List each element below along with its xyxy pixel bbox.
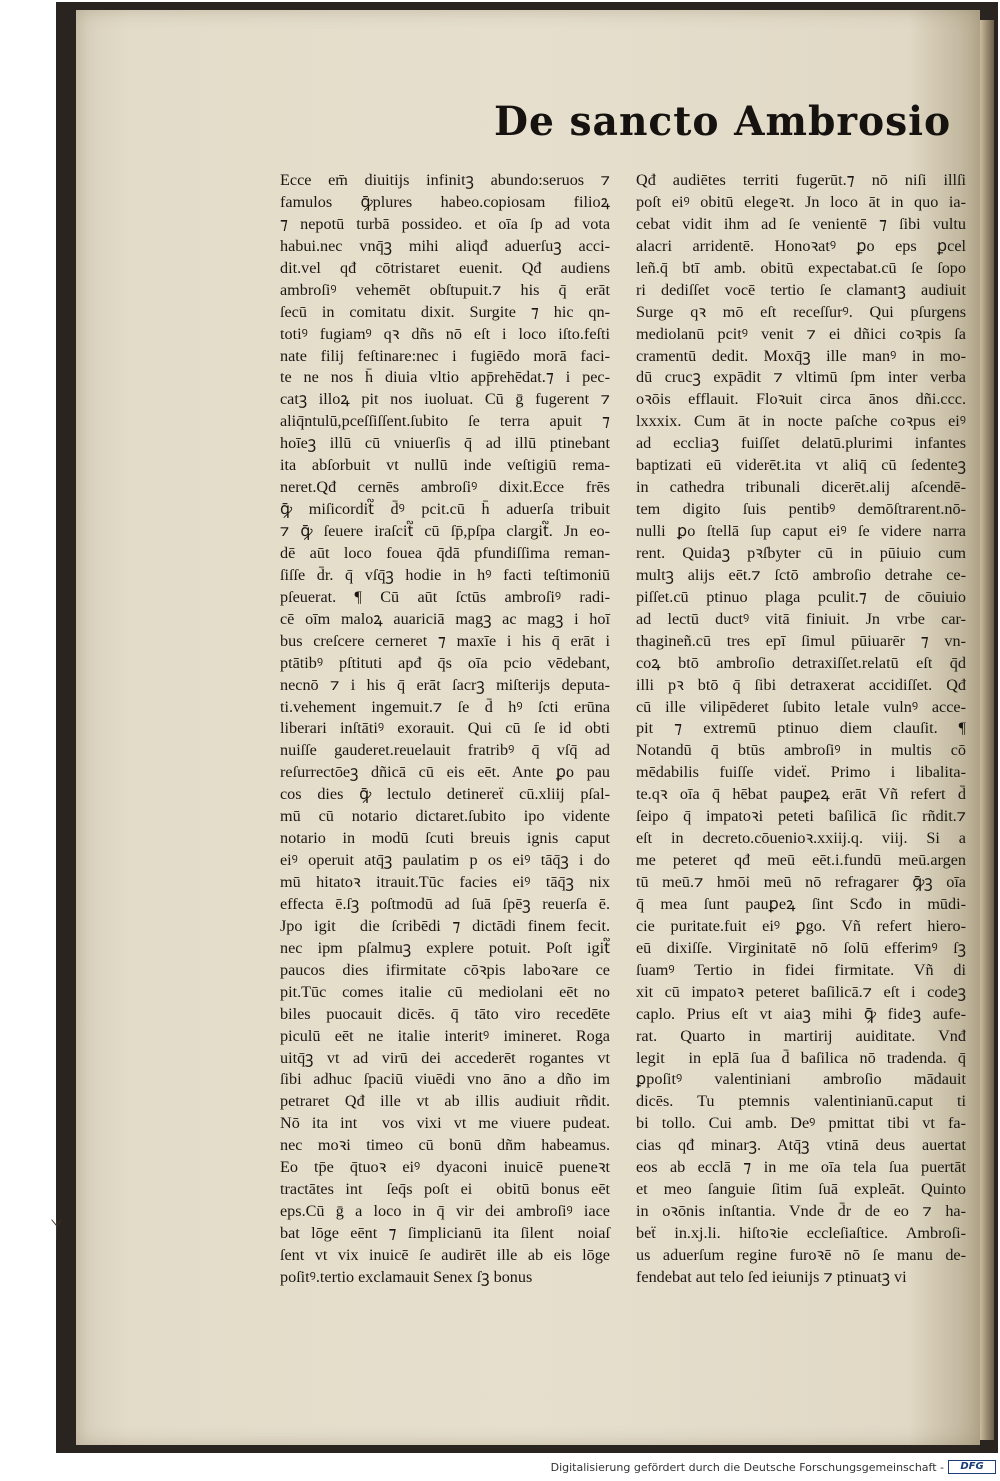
text-line: eū dixiſſe. Virginitatē nō ſolū efferimꝰ ſꝫ <box>636 938 966 957</box>
text-line: fendebat aut telo ſed ieiunijs ⁊ ptinuatꝫ vi <box>636 1267 907 1286</box>
text-line: in cathedra tribunali dicerēt.alij aſcendē- <box>636 478 966 497</box>
text-line: xit cū impatoꝛ peteret baſilicā.⁊ eſt i codeꝫ <box>636 982 966 1001</box>
text-line: Jpo igit᷑ die ſcribēdi ⁊ dictādi finem fecit. <box>280 916 610 935</box>
text-line: nulli ꝑo ſtellā ſup caput eiꝰ ſe videre narra <box>636 522 966 540</box>
text-line: reſurrectōeꝫ dñicā cū eis eēt. Ante ꝑo pau <box>280 763 610 782</box>
text-line: ſuamꝰ Tertio in fidei firmitate. Vñ di <box>636 960 966 979</box>
text-line: ad lectū ductꝰ vitā finiuit. Jn vrbe car- <box>636 609 966 628</box>
text-line: mēdabilis fuiſſe videẗ. Primo i libalita- <box>636 763 966 782</box>
text-line: bus creſcere cerneret ⁊ maxīe i his q̄ erāt i <box>280 631 610 650</box>
text-line: cos dies ꝙ̄ lectulo detinereẗ cū.xliij pſal- <box>280 785 610 804</box>
text-line: habui.nec vnq̄ꝫ mihi aliqđ aduerſuꝫ acci- <box>280 236 610 255</box>
text-column-right <box>636 170 966 1289</box>
text-line: cū ille vilipēderet ſubito letale vulnꝰ acce- <box>636 697 966 716</box>
text-line: alacri arridentē. Honoꝛatꝰ ꝑo eps ꝑcel <box>636 236 966 255</box>
text-line: liberari inſtātiꝰ exorauit. Qui cū ſe id obti <box>280 719 610 738</box>
text-line: mū hitatoꝛ itrauit.Tūc facies eiꝰ tāq̄ꝫ nix <box>280 873 610 891</box>
text-line: aliq̄ntulū,pceſſiſſent.ſubito ſe terra apuit ⁊ <box>280 412 610 431</box>
text-line: ꝑpoſitꝰ valentiniani ambroſio mādauit <box>636 1070 966 1089</box>
text-line: coꝝ btō ambroſio detraxiſſet.relatū eſt q̄d <box>636 653 966 672</box>
text-line: ti.vehement ingemuit.⁊ ſe d̄ hꝰ ſcti erūna <box>280 697 610 716</box>
text-line: rat. Quarto in martirij auiditate. Vnđ <box>636 1026 966 1045</box>
text-line: nate filij feſtinare:nec i fugiēdo morā faci- <box>280 346 610 365</box>
text-line: rent. Quidaꝫ pꝛſbyter cū in pūiuio cum <box>636 543 966 562</box>
text-line: piculū eēt ne italie interitꝰ imineret. Roga <box>280 1026 610 1045</box>
text-line: ri dediſſet vocē tertio ſe clamantꝫ audiuit <box>636 280 966 299</box>
text-line: pſeuerat. ¶ Cū aūt ſctūs ambroſiꝰ radi- <box>280 587 610 606</box>
text-line: caplo. Prius eſt vt aiaꝫ mihi ꝙ̄ fideꝫ aufe- <box>636 1004 966 1023</box>
page-heading: De sancto Ambrosio <box>493 98 952 145</box>
text-line: cie puritate.fuit eiꝰ ꝑgo. Vñ refert hiero- <box>636 916 966 935</box>
text-line: hoīeꝫ illū cū vniuerſis q̄ ad illū ptinebant <box>280 434 610 453</box>
text-line: cebat vidit ihm ad ſe venientē ⁊ ſibi vultu <box>636 214 966 233</box>
text-line: eos ab ecclā ⁊ in me oīa tela ſua puertāt <box>636 1158 966 1177</box>
text-line: me peteret qđ meū eēt.i.fundū meū.argen <box>636 851 966 870</box>
footer-bar <box>0 1455 1000 1481</box>
text-line: te ne nos h̄ diuia vltio app̄rehēdat.⁊ i pec- <box>280 368 610 387</box>
text-line: tū meū.⁊ hmōi meū nō refragarer ꝙ̄ꝫ oīa <box>636 873 966 891</box>
book-page <box>76 10 980 1445</box>
text-line: us aduerſum regine furoꝛē nō ſe manu de- <box>636 1245 966 1264</box>
text-line: eſt in decreto.cōuenioꝛ.xxiij.q. viij. Si a <box>636 829 966 848</box>
text-line: eps.Cū ḡ a loco in q̄ vir dei ambroſiꝰ iace <box>280 1202 610 1221</box>
text-line: ſibi adhuc ſpaciū viuēdi vno āno a dño im <box>280 1070 610 1089</box>
text-line: tem digito ſuis pentibꝰ demōſtrarent.nō- <box>636 500 966 519</box>
text-line: multꝫ alijs eēt.⁊ ſctō ambroſio detrahe ce- <box>636 565 966 584</box>
text-line: neret.Qđ cernēs ambroſiꝰ dixit.Ecce frēs <box>280 478 610 497</box>
text-line: oꝛōis efflauit. Floꝛuit circa ānos dñi.ccc. <box>636 390 966 409</box>
text-line: Surge qꝛ mō eſt receſſurꝰ. Qui pſurgens <box>636 302 966 321</box>
text-line: uitq̄ꝫ vt ad virū dei accederēt rogantes vt <box>280 1048 610 1067</box>
text-line: poſitꝰ.tertio exclamauit Senex ſꝫ bonus <box>280 1267 533 1286</box>
text-line: ſecū in comitatu dixit. Surgite ⁊ hic qn- <box>280 302 610 321</box>
text-line: pit.Tūc comes italie cū mediolani eēt no <box>280 982 610 1001</box>
text-line: mediolanū pcitꝰ venit ⁊ ei dñici coꝛpis ſa <box>636 324 966 343</box>
text-line: cias qđ minarꝫ. Atq̄ꝫ vtinā deus auertat <box>636 1136 966 1155</box>
text-line: ſiſſe d̄r. q̄ vſq̄ꝫ hodie in hꝰ facti teſtimoniū <box>280 565 610 584</box>
text-line: ptātibꝰ pſtituti apđ q̄s oīa pcio vēdebant, <box>280 653 610 672</box>
text-line: poſt eiꝰ obitū elegeꝛt. Jn loco āt in quo ia- <box>636 192 966 211</box>
page-edge <box>980 20 994 1440</box>
scan-frame <box>56 2 998 1453</box>
text-line: bi tollo. Cui amb. Deꝰ pmittat tibi vt fa- <box>636 1114 966 1133</box>
text-line: petraret Qđ ille vt ab illis audiuit rñdit. <box>280 1092 610 1111</box>
text-column-left <box>280 170 610 1289</box>
text-line: pit ⁊ extremū ptinuo diem clauſit. ¶ <box>636 719 966 738</box>
text-line: paucos dies ifirmitate cōꝛpis laboꝛare ce <box>280 960 610 979</box>
margin-mark: ᛉ <box>50 1218 64 1243</box>
text-line: illi pꝛ btō q̄ ſibi detraxerat accidiſſet. Qđ <box>636 675 966 694</box>
text-line: effecta ē.ſꝫ poſtmodū ad ſuā ſpēꝫ reuerſa ē. <box>280 894 610 913</box>
text-line: legit᷑ in eplā ſua d̄ baſilica nō tradenda. q̄ <box>636 1048 966 1067</box>
text-line: cē oīm maloꝝ auariciā magꝫ ac magꝫ i hoī <box>280 609 610 628</box>
text-line: notario in modū ſcuti breuis ignis caput <box>280 829 610 848</box>
text-line: piſſet.cū ptinuo plaga pculit.⁊ de cōuiuio <box>636 587 966 606</box>
text-line: Nō ita int᷑ vos vixi vt me viuere pudeat. <box>280 1114 610 1133</box>
text-line: bat lōge eēnt ⁊ ſimplicianū ita ſilent᷑ noiaſ <box>280 1224 610 1242</box>
text-line: et meo ſanguie ſitim ſuā expleāt. Quinto <box>636 1180 966 1199</box>
text-line: famulos ꝙ̄plures habeo.copiosam filioꝝ <box>280 192 610 211</box>
text-line: ⁊ nepotū turbā possideo. et oīa ſp ad vota <box>280 214 610 233</box>
text-line: ꝙ̄ miſicordit᷑ d̄ꝰ pcit.cū h̄ aduerſa tribuit <box>280 500 610 519</box>
text-line: lxxxix. Cum āt in nocte paſche coꝛpus eiꝰ <box>636 412 966 431</box>
text-line: baptizati eū viderēt.ita vt aliq̄ cū ſedenteꝫ <box>636 456 966 475</box>
text-line: dē aūt loco fouea q̄dā pfundiſſima reman- <box>280 543 610 562</box>
text-line: eiꝰ operuit atq̄ꝫ paulatim p os eiꝰ tāq̄ꝫ i do <box>280 851 610 870</box>
text-line: ſeipo q̄ impatoꝛi peteti baſilicā ſic rñdit.⁊ <box>636 807 966 826</box>
text-line: beẗ in.xj.li. hiſtoꝛie eccleſiaſtice. Ambroſi- <box>636 1224 966 1242</box>
text-line: necnō ⁊ i his q̄ erāt ſacrꝫ miſterijs deputa- <box>280 675 610 694</box>
text-line: dicēs. Tu ptemnis valentinianū.caput ti <box>636 1092 966 1111</box>
text-line: nec ipm pſalmuꝫ explere potuit. Poſt igit᷑ <box>280 938 610 957</box>
text-line: Eo tp̄e q̄tuoꝛ eiꝰ dyaconi inuicē pueneꝛt <box>280 1158 610 1177</box>
text-line: ita abſorbuit vt nullū inde veſtigiū rema- <box>280 456 610 475</box>
text-line: in oꝛōnis inſtantia. Vnde d̄r de eo ⁊ ha- <box>636 1202 966 1221</box>
text-line: Ecce em̄ diuitijs infinitꝫ abundo:seruos ⁊ <box>280 171 610 189</box>
text-line: nuiſſe gauderet.reuelauit fratribꝰ q̄ vſq̄ ad <box>280 741 610 760</box>
text-line: Qđ audiētes territi fugerūt.⁊ nō niſi illſi <box>636 171 966 189</box>
text-line: tractātes int᷑ ſeq̄s poſt eiꝰ obitū bonus eēt <box>280 1180 610 1199</box>
text-line: totiꝰ fugiamꝰ qꝛ dñs nō eſt i loco iſto.feſti <box>280 324 610 343</box>
text-line: te.qꝛ oīa q̄ hēbat pauꝑeꝝ erāt Vñ refert d̄ <box>636 785 966 804</box>
text-line: Notandū q̄ btūs ambroſiꝰ in multis cō <box>636 741 966 760</box>
text-line: dit.vel qđ cōtristaret euenit. Qđ audiens <box>280 258 610 277</box>
text-line: ambroſiꝰ vehemēt obſtupuit.⁊ his q̄ erāt <box>280 280 610 299</box>
text-line: cramentū dedit. Moxq̄ꝫ ille manꝰ in mo- <box>636 346 966 365</box>
funding-credit: Digitalisierung gefördert durch die Deutsche Forschungsgemeinschaft - <box>550 1461 944 1474</box>
dfg-logo[interactable]: DFG <box>948 1460 996 1474</box>
text-line: ⁊ ꝙ̄ ſeuere iraſcit᷑ cū ſp̄,pſpa clargit᷑. Jn eo- <box>280 522 610 540</box>
text-line: leñ.q̄ btī amb. obitū expectabat.cū ſe ſopo <box>636 258 966 277</box>
text-line: thagineñ.cū tres epī ſimul pūiuarēr ⁊ vn- <box>636 631 966 650</box>
text-line: ſent vt vix inuicē ſe audirēt ille ab eis lōge <box>280 1245 610 1264</box>
text-line: ad eccliaꝫ fuiſſet delatū.plurimi infantes <box>636 434 966 453</box>
text-line: q̄ mea ſunt pauꝑeꝝ ſint Scđo in mūdi- <box>636 894 966 913</box>
text-line: nec moꝛi timeo cū bonū dñm habeamus. <box>280 1136 610 1155</box>
text-line: catꝫ illoꝝ pit nos iuoluat. Cū ḡ fugerent ⁊ <box>280 390 610 409</box>
text-line: biles puocauit dicēs. q̄ tāto viro recedēte <box>280 1004 610 1023</box>
text-line: dū crucꝫ expādit ⁊ vltimū ſpm inter verba <box>636 368 966 387</box>
text-line: mū cū notario dictaret.ſubito ipo vidente <box>280 807 610 826</box>
